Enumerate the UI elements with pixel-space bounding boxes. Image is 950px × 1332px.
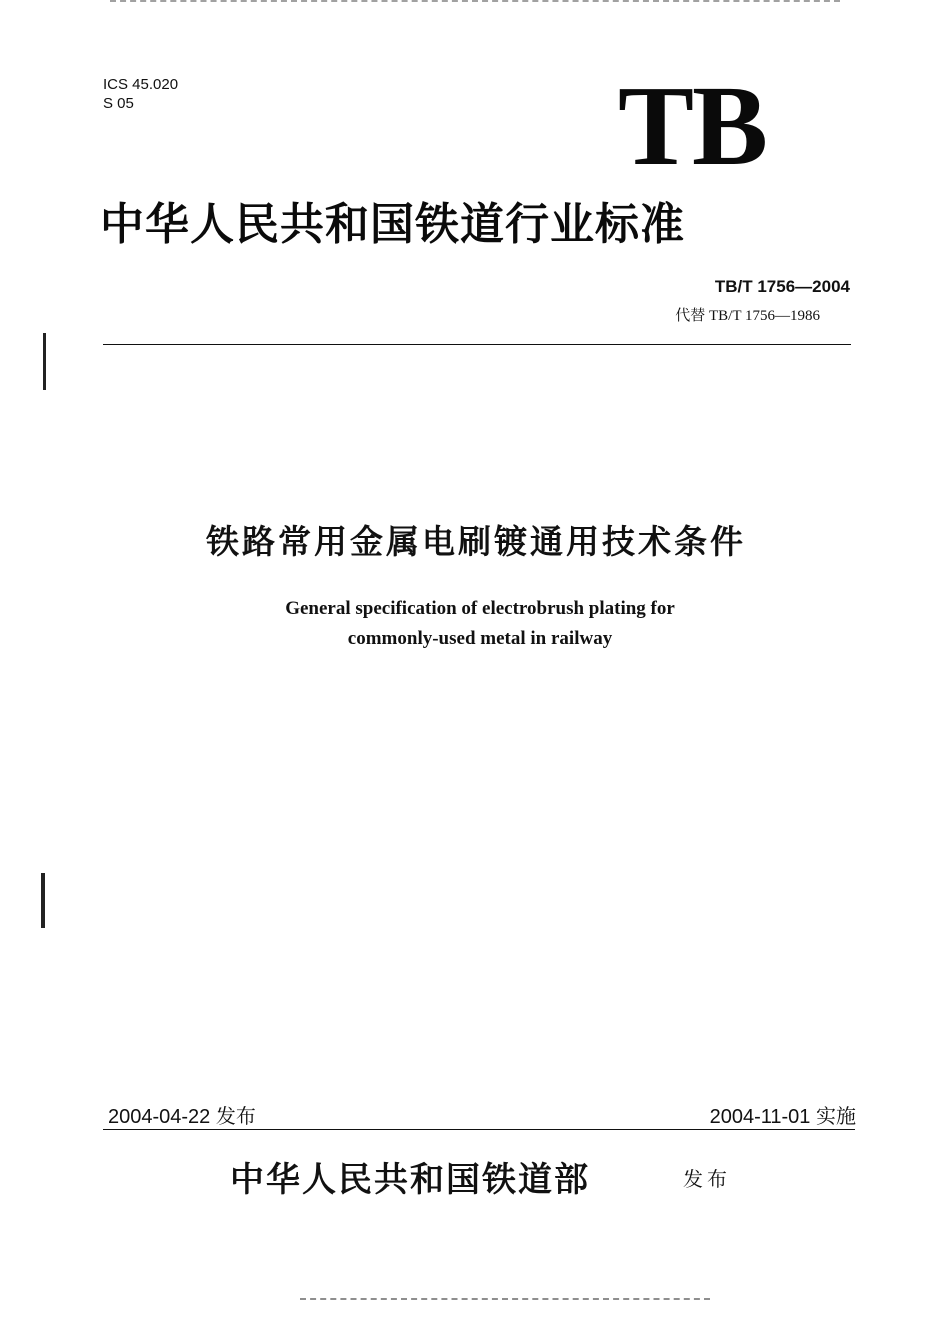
issuer-name: 中华人民共和国铁道部	[230, 1160, 590, 1200]
scan-artifact-bottom	[300, 1298, 710, 1304]
tb-logo: TB	[618, 62, 767, 189]
binding-mark	[43, 333, 46, 390]
effective-date: 2004-11-01 实施	[709, 1106, 856, 1128]
document-title-english	[150, 594, 810, 654]
replaces-standard: 代替 TB/T 1756—1986	[675, 308, 820, 324]
classification-codes	[103, 75, 178, 113]
scan-artifact-top	[110, 0, 840, 8]
title-en-line: General specification of electrobrush plating for	[285, 598, 675, 619]
category-code: S 05	[103, 95, 134, 112]
title-en-line: commonly-used metal in railway	[347, 628, 613, 649]
document-title-chinese: 铁路常用金属电刷镀通用技术条件	[206, 522, 746, 561]
footer-divider	[103, 1129, 855, 1130]
issuer-suffix: 发布	[683, 1167, 731, 1191]
binding-mark	[41, 873, 45, 928]
ics-code: ICS 45.020	[103, 76, 179, 93]
header-divider	[103, 344, 851, 345]
standard-title: 中华人民共和国铁道行业标准	[100, 199, 685, 250]
publish-date: 2004-04-22 发布	[108, 1106, 256, 1128]
standard-number: TB/T 1756—2004	[714, 277, 850, 296]
